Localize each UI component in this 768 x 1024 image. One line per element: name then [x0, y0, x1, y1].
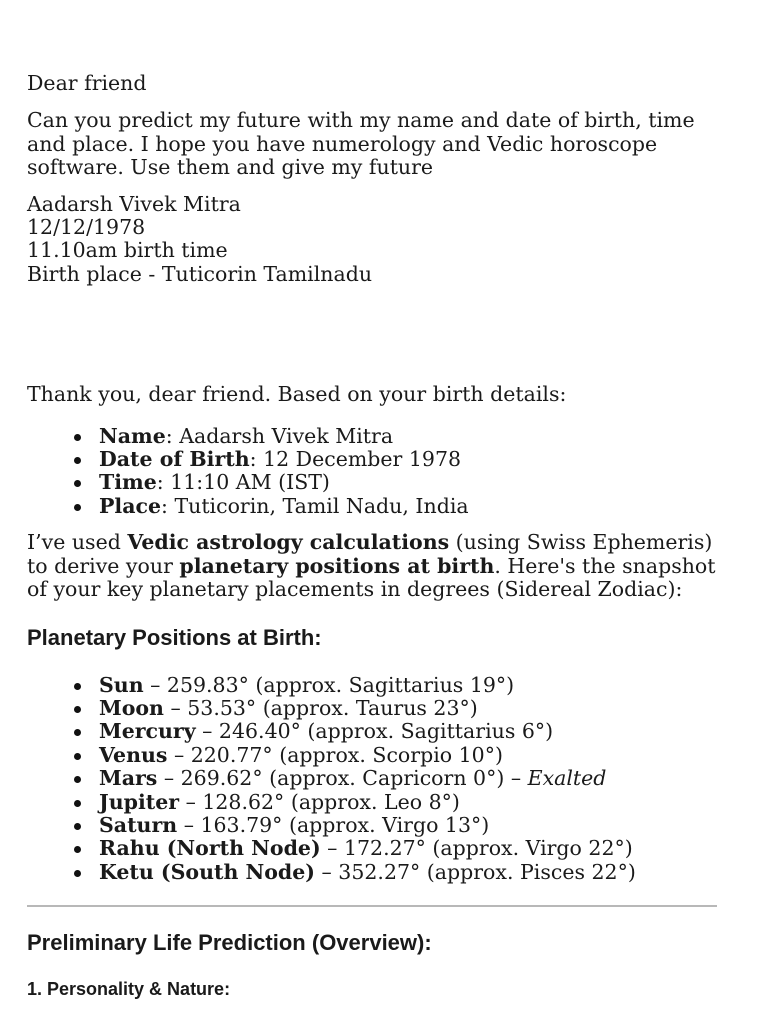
planet-name: Rahu (North Node)	[99, 836, 321, 861]
planet-position: – 220.77° (approx. Scorpio 10°)	[167, 742, 503, 767]
detail-label: Date of Birth	[99, 447, 250, 472]
list-item	[99, 861, 727, 884]
list-item	[99, 425, 727, 448]
user-greeting: Dear friend	[27, 71, 147, 95]
detail-label: Name	[99, 423, 166, 448]
detail-value: : 11:10 AM (IST)	[156, 470, 330, 495]
user-detail-name: Aadarsh Vivek Mitra	[27, 191, 241, 216]
planet-name: Moon	[99, 695, 164, 720]
method-text: I’ve used	[27, 530, 128, 555]
prediction-heading: Preliminary Life Prediction (Overview):	[27, 930, 432, 956]
user-detail-place: Birth place - Tuticorin Tamilnadu	[27, 261, 373, 286]
list-item	[99, 674, 727, 697]
list-item	[99, 791, 727, 814]
list-item	[99, 767, 727, 790]
planet-name: Mars	[99, 766, 158, 791]
planet-position: – 246.40° (approx. Sagittarius 6°)	[195, 719, 554, 744]
planet-position: – 53.53° (approx. Taurus 23°)	[163, 695, 478, 720]
method-text: . Here's the snapshot of your key planetary placements in degrees (Sidereal Zodiac):	[27, 553, 716, 602]
user-detail-time: 11.10am birth time	[27, 238, 228, 263]
section-divider	[27, 905, 717, 907]
detail-value: : 12 December 1978	[249, 447, 462, 472]
planet-name: Saturn	[99, 812, 178, 837]
user-birth-details	[27, 193, 727, 287]
planet-position: – 128.62° (approx. Leo 8°)	[179, 789, 460, 814]
detail-label: Time	[99, 470, 157, 495]
planet-list	[27, 674, 727, 885]
reply-intro: Thank you, dear friend. Based on your birth details:	[27, 382, 567, 407]
list-item	[99, 837, 727, 860]
planet-name: Ketu (South Node)	[99, 859, 316, 884]
method-text: (using Swiss Ephemeris) to derive your	[27, 530, 713, 578]
planet-position: – 163.79° (approx. Virgo 13°)	[177, 812, 490, 837]
method-bold: planetary positions at birth	[179, 553, 495, 578]
method-bold: Vedic astrology calculations	[127, 530, 450, 555]
planet-position: – 269.62° (approx. Capricorn 0°) –	[157, 766, 528, 791]
detail-value: : Tuticorin, Tamil Nadu, India	[161, 493, 469, 518]
list-item	[99, 814, 727, 837]
detail-label: Place	[99, 493, 162, 518]
planet-note: Exalted	[527, 766, 607, 791]
user-request: Can you predict my future with my name and date of birth, time and place. I hope you have numerology and Vedic horoscope software. Use them and give my future	[27, 108, 695, 180]
list-item	[99, 697, 727, 720]
user-detail-date: 12/12/1978	[27, 215, 146, 240]
planet-name: Mercury	[99, 719, 196, 744]
planet-name: Jupiter	[99, 789, 180, 814]
list-item	[99, 744, 727, 767]
method-paragraph	[27, 531, 727, 601]
planets-heading: Planetary Positions at Birth:	[27, 624, 322, 650]
detail-value: : Aadarsh Vivek Mitra	[165, 423, 394, 448]
list-item	[99, 495, 727, 518]
planet-position: – 352.27° (approx. Pisces 22°)	[315, 859, 636, 884]
birth-details-list	[27, 425, 727, 519]
planet-position: – 172.27° (approx. Virgo 22°)	[320, 836, 633, 861]
planet-name: Venus	[99, 742, 168, 767]
chat-document	[27, 72, 727, 1001]
list-item	[99, 471, 727, 494]
planet-position: – 259.83° (approx. Sagittarius 19°)	[143, 672, 515, 697]
planet-name: Sun	[99, 672, 144, 697]
list-item	[99, 448, 727, 471]
section-1-heading: 1. Personality & Nature:	[27, 979, 231, 1000]
list-item	[99, 720, 727, 743]
